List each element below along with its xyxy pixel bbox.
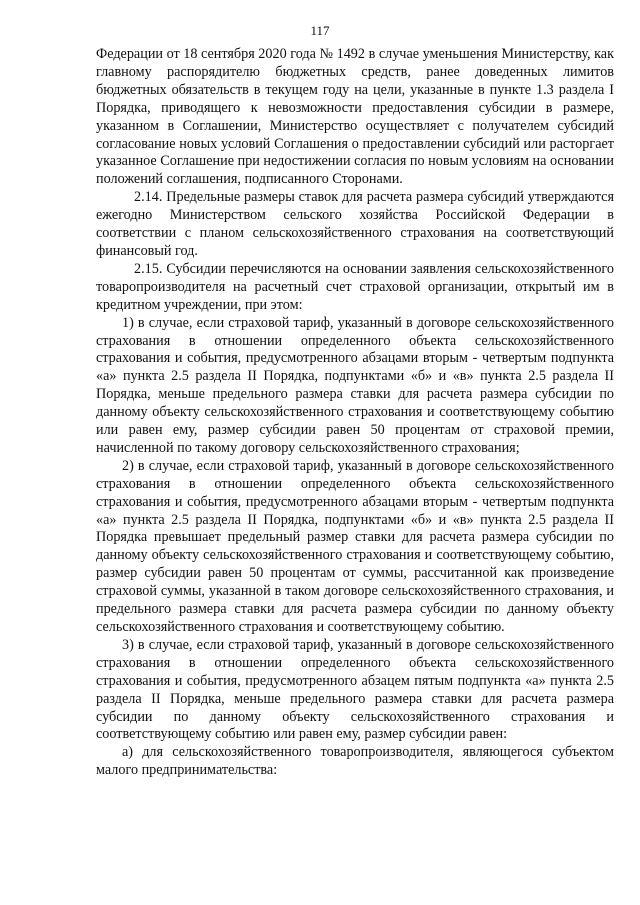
paragraph-item-1: 1) в случае, если страховой тариф, указанный в договоре сельскохозяйственного страхования в отношении определенного объекта сельскохозяйственного страхования и события, предусмотренного абзацами вторым - четвертым подпункта «а» пункта 2.5 раздела II Порядка, подпунктами «б» и «в» пункта 2.5 раздела II Порядка, меньше предельного размера ставки для расчета размера субсидии по данному объекту сельскохозяйственного страхования и соответствующему событию или равен ему, размер субсидии равен 50 процентам от страховой премии, начисленной по такому договору сельскохозяйственного страхования; <box>96 314 614 456</box>
paragraph-item-3: 3) в случае, если страховой тариф, указанный в договоре сельскохозяйственного страхования в отношении определенного объекта сельскохозяйственного страхования и события, предусмотренного абзацем пятым подпункта «а» пункта 2.5 раздела II Порядка, меньше предельного размера ставки для расчета размера субсидии по данному объекту сельскохозяйственного страхования и соответствующему событию или равен ему, размер субсидии равен: <box>96 636 614 743</box>
paragraph-2-14: 2.14. Предельные размеры ставок для расчета размера субсидий утверждаются ежегодно Министерством сельского хозяйства Российской Федерации в соответствии с планом сельскохозяйственного страхования на соответствующий финансовый год. <box>96 189 614 259</box>
paragraph-2-15: 2.15. Субсидии перечисляются на основании заявления сельскохозяйственного товаропроизводителя на расчетный счет страховой организации, открытый им в кредитном учреждении, при этом: <box>96 260 614 313</box>
paragraph-item-2: 2) в случае, если страховой тариф, указанный в договоре сельскохозяйственного страхования в отношении определенного объекта сельскохозяйственного страхования и события, предусмотренного абзацами вторым - четвертым подпункта «а» пункта 2.5 раздела II Порядка, подпунктами «б» и «в» пункта 2.5 раздела II Порядка превышает предельный размер ставки для расчета размера субсидии по данному объекту сельскохозяйственного страхования и соответствующему событию, размер субсидии равен 50 процентам от суммы, рассчитанной как произведение страховой суммы, указанной в таком договоре сельскохозяйственного страхования, и предельного размера ставки для расчета размера субсидии по данному объекту сельскохозяйственного страхования и соответствующему событию. <box>96 457 614 635</box>
paragraph-item-a: а) для сельскохозяйственного товаропроизводителя, являющегося субъектом малого предпринимательства: <box>96 744 614 779</box>
document-body <box>96 46 614 780</box>
page-number: 117 <box>310 23 330 38</box>
paragraph-continuation: Федерации от 18 сентября 2020 года № 1492 в случае уменьшения Министерству, как главному распорядителю бюджетных средств, ранее доведенных лимитов бюджетных обязательств в текущем году на цели, указанные в пункте 1.3 раздела I Порядка, приводящего к невозможности предоставления субсидии в размере, указанном в Соглашении, Министерство осуществляет с получателем субсидий согласование новых условий Соглашения о предоставлении субсидий или расторгает указанное Соглашение при недостижении согласия по новым условиям на основании положений соглашения, подписанного Сторонами. <box>96 46 614 188</box>
